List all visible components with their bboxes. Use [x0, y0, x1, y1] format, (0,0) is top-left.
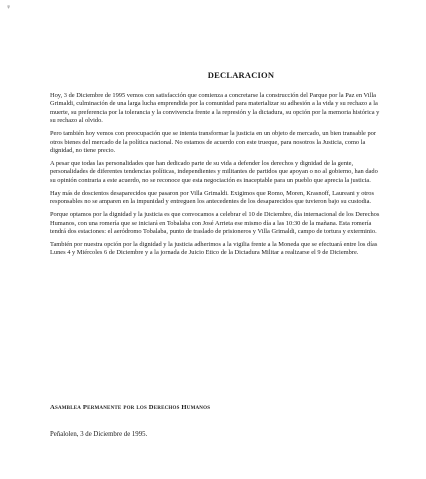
- document-title: DECLARACION: [207, 70, 275, 80]
- paragraph-6: También por nuestra opción por la dignidad y la justicia adherimos a la vigilia frente a la Moneda que se efectuará entre los días Lunes 4 y Miércoles 6 de Diciembre y a la jornada de Juicio Etico de la Dictadura Militar a realizarse el 9 de Diciembre.: [50, 241, 378, 257]
- paragraph-1: Hoy, 3 de Diciembre de 1995 vemos con satisfacción que comienza a concretarse la construcción del Parque por la Paz en Villa Grimaldi, culminación de una larga lucha emprendida por la comunidad para materializar su adhesión a la vida y su rechazo a la muerte, su preferencia por la tolerancia y la convivencia frente a la represión y la dictadura, su opción por la memoria histórica y su rechazo al olvido.: [50, 92, 380, 125]
- paragraph-3: A pesar que todas las personalidades que han dedicado parte de su vida a defender los derechos y dignidad de la gente, personalidades de diferentes tendencias políticas, independientes y militantes de partidos que apoyan o no al gobierno, han dado su opinión contraria a este acuerdo, no se reconoce que esta negociación es inaceptable para un pueblo que aprecia la justicia.: [50, 160, 378, 184]
- document-body: [50, 92, 382, 262]
- place-and-date: Peñalolen, 3 de Diciembre de 1995.: [50, 431, 148, 438]
- paragraph-5: Porque optamos por la dignidad y la justicia es que convocamos a celebrar el 10 de Diciembre, día internacional de los Derechos Humanos, con una romería que se iniciará en Tobalaba con José Arrieta ese mismo día a las 10:30 de la mañana. Esta romería tendrá dos estaciones: el aeródromo Tobalaba, punto de traslado de prisioneros y Villa Grimaldi, campo de tortura y exterminio.: [50, 211, 380, 236]
- signature-organization: Asamblea Permanente por los Derechos Humanos: [50, 404, 211, 411]
- paragraph-2: Pero también hoy vemos con preocupación que se intenta transformar la justicia en un objeto de mercado, un bien transable por otros bienes del mercado de la política nacional. No estamos de acuerdo con este trueque, para nosotros la Justicia, como la dignidad, no tiene precio.: [50, 130, 376, 155]
- corner-mark: ♀: [6, 3, 12, 11]
- paragraph-4: Hay más de doscientos desaparecidos que pasaron por Villa Grimaldi. Exigimos que Romo, Moren, Krasnoff, Laureani y otros responsables no se amparen en la impunidad y entreguen los antecedentes de los desaparecidos que tuvieron bajo su custodia.: [50, 189, 374, 206]
